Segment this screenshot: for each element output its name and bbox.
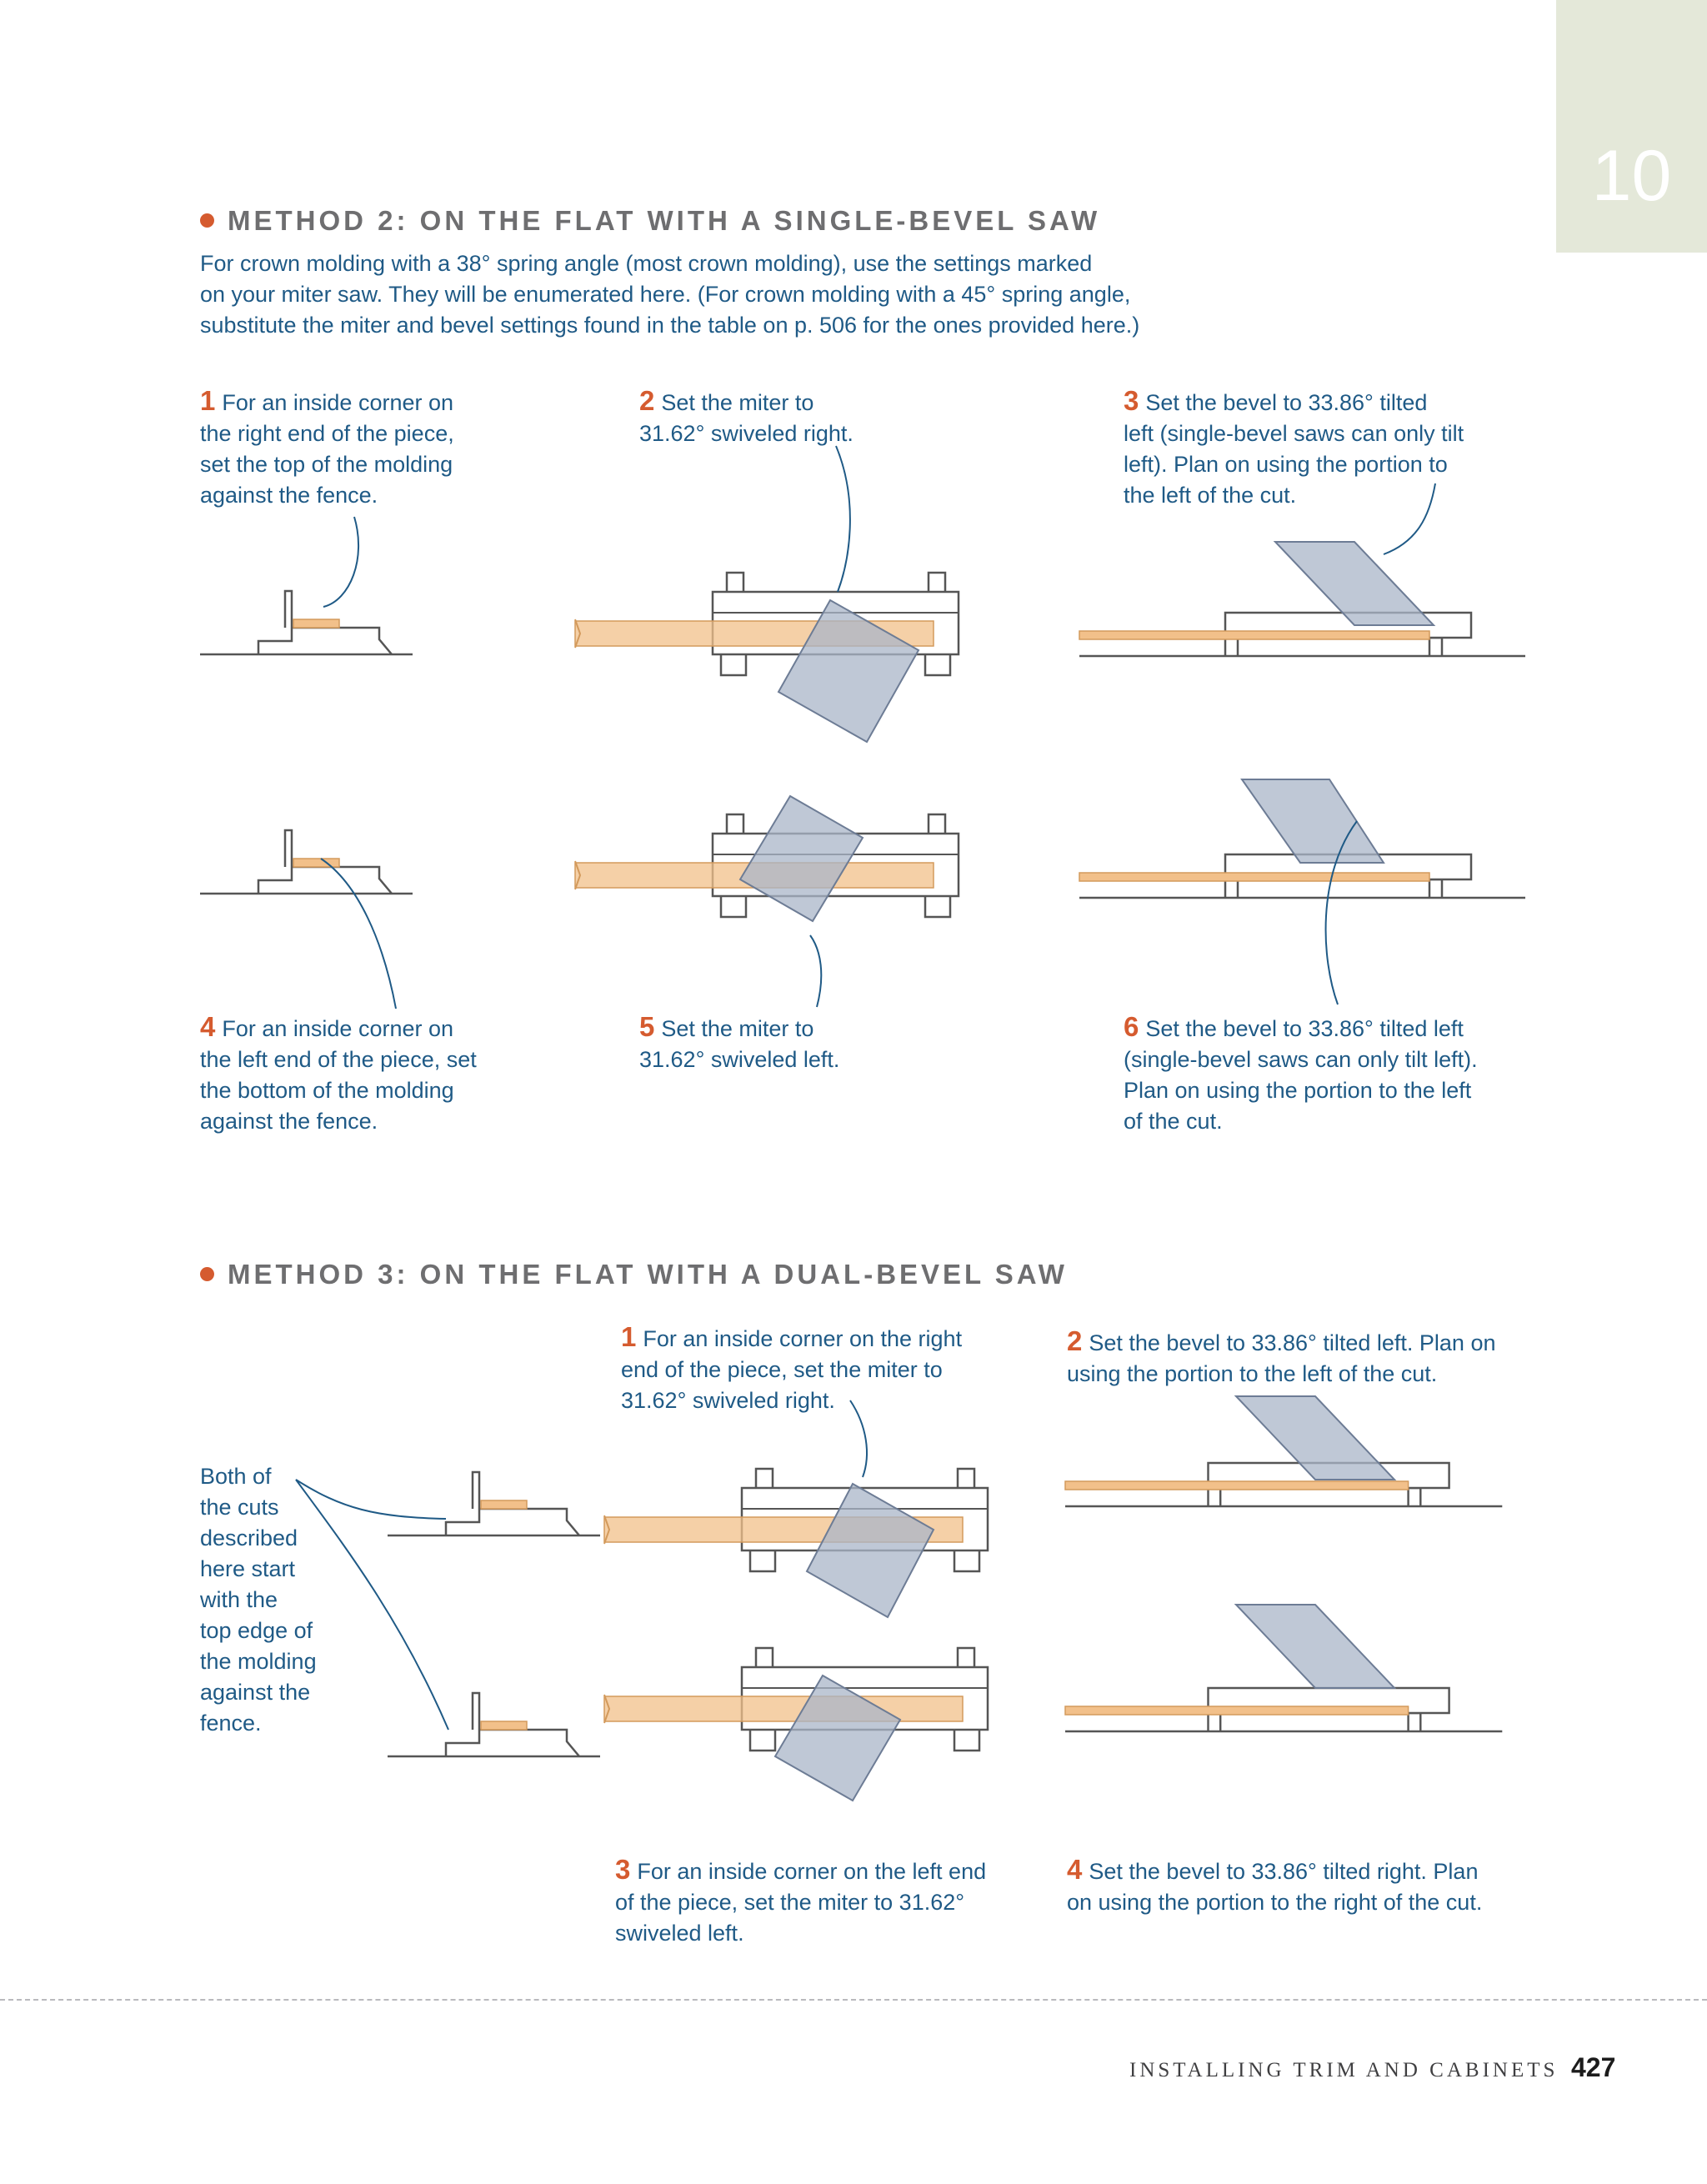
- dashed-divider: [0, 1999, 1707, 2001]
- method3-step-2-caption: 2 Set the bevel to 33.86° tilted left. Plan on using the portion to the left of the cut.: [1067, 1325, 1496, 1386]
- pointer-arrow: [296, 1480, 448, 1730]
- front-view-m3-bevel-right: [1065, 1605, 1502, 1731]
- method2-intro: For crown molding with a 38° spring angle (most crown molding), use the settings marked on your miter saw. They will be enumerated here. (For crown molding with a 45° spring angle, substitute the miter and bevel settings found in the table on p. 506 for the ones provided here.): [200, 251, 1140, 338]
- pointer-arrow: [1384, 483, 1435, 554]
- pointer-arrow: [810, 935, 821, 1007]
- step-number: 2: [639, 385, 655, 416]
- method3-step-1-caption: 1 For an inside corner on the right end of the piece, set the miter to 31.62° swiveled right.: [621, 1321, 963, 1413]
- method2-step-2-caption: 2 Set the miter to 31.62° swiveled right.: [639, 385, 854, 446]
- pointer-arrow: [321, 859, 396, 1009]
- step-number: 2: [1067, 1325, 1083, 1356]
- top-view-m3-miter-left: [604, 1648, 988, 1801]
- method2-heading: METHOD 2: ON THE FLAT WITH A SINGLE-BEVEL SAW: [200, 205, 1100, 237]
- step-number: 4: [200, 1011, 216, 1042]
- step-number: 3: [615, 1854, 631, 1885]
- method2-step-1-caption: 1 For an inside corner on the right end of the piece, set the top of the molding against the fence.: [200, 385, 454, 508]
- method2-step-3-caption: 3 Set the bevel to 33.86° tilted left (single-bevel saws can only tilt left). Plan on using the portion to the left of the cut.: [1124, 385, 1464, 508]
- method3-heading: METHOD 3: ON THE FLAT WITH A DUAL-BEVEL SAW: [200, 1259, 1068, 1290]
- pointer-arrow: [850, 1400, 867, 1477]
- method3-step-4-caption: 4 Set the bevel to 33.86° tilted right. Plan on using the portion to the right of the cut.: [1067, 1854, 1483, 1915]
- step-number: 5: [639, 1011, 655, 1042]
- page-number: 427: [1571, 2052, 1616, 2082]
- step-number: 1: [200, 385, 216, 416]
- step-number: 6: [1124, 1011, 1139, 1042]
- method3-side-note: Both of the cuts described here start with the top edge of the molding against the fence.: [200, 1464, 317, 1736]
- pointer-arrow: [323, 517, 358, 607]
- front-view-bevel-left: [1079, 542, 1525, 656]
- step-number: 4: [1067, 1854, 1083, 1885]
- pointer-arrow: [296, 1480, 446, 1519]
- chapter-number: 10: [1591, 136, 1672, 216]
- top-view-miter-left: [575, 796, 959, 921]
- top-view-m3-miter-right: [604, 1469, 988, 1617]
- method2-step-4-caption: 4 For an inside corner on the left end of the piece, set the bottom of the molding against the fence.: [200, 1011, 477, 1134]
- step-number: 1: [621, 1321, 637, 1352]
- front-view-bevel-left-2: [1079, 779, 1525, 898]
- running-title: INSTALLING TRIM AND CABINETS: [1129, 2059, 1559, 2081]
- pointer-arrow: [836, 446, 850, 592]
- top-view-miter-right: [575, 573, 959, 742]
- front-view-m3-bevel-left: [1065, 1396, 1502, 1506]
- step-number: 3: [1124, 385, 1139, 416]
- method2-step-5-caption: 5 Set the miter to 31.62° swiveled left.: [639, 1011, 840, 1072]
- method2-step-6-caption: 6 Set the bevel to 33.86° tilted left (single-bevel saws can only tilt left). Plan on using the portion to the left of the cut.: [1124, 1011, 1478, 1134]
- method3-step-3-caption: 3 For an inside corner on the left end of the piece, set the miter to 31.62° swiveled left.: [615, 1854, 987, 1946]
